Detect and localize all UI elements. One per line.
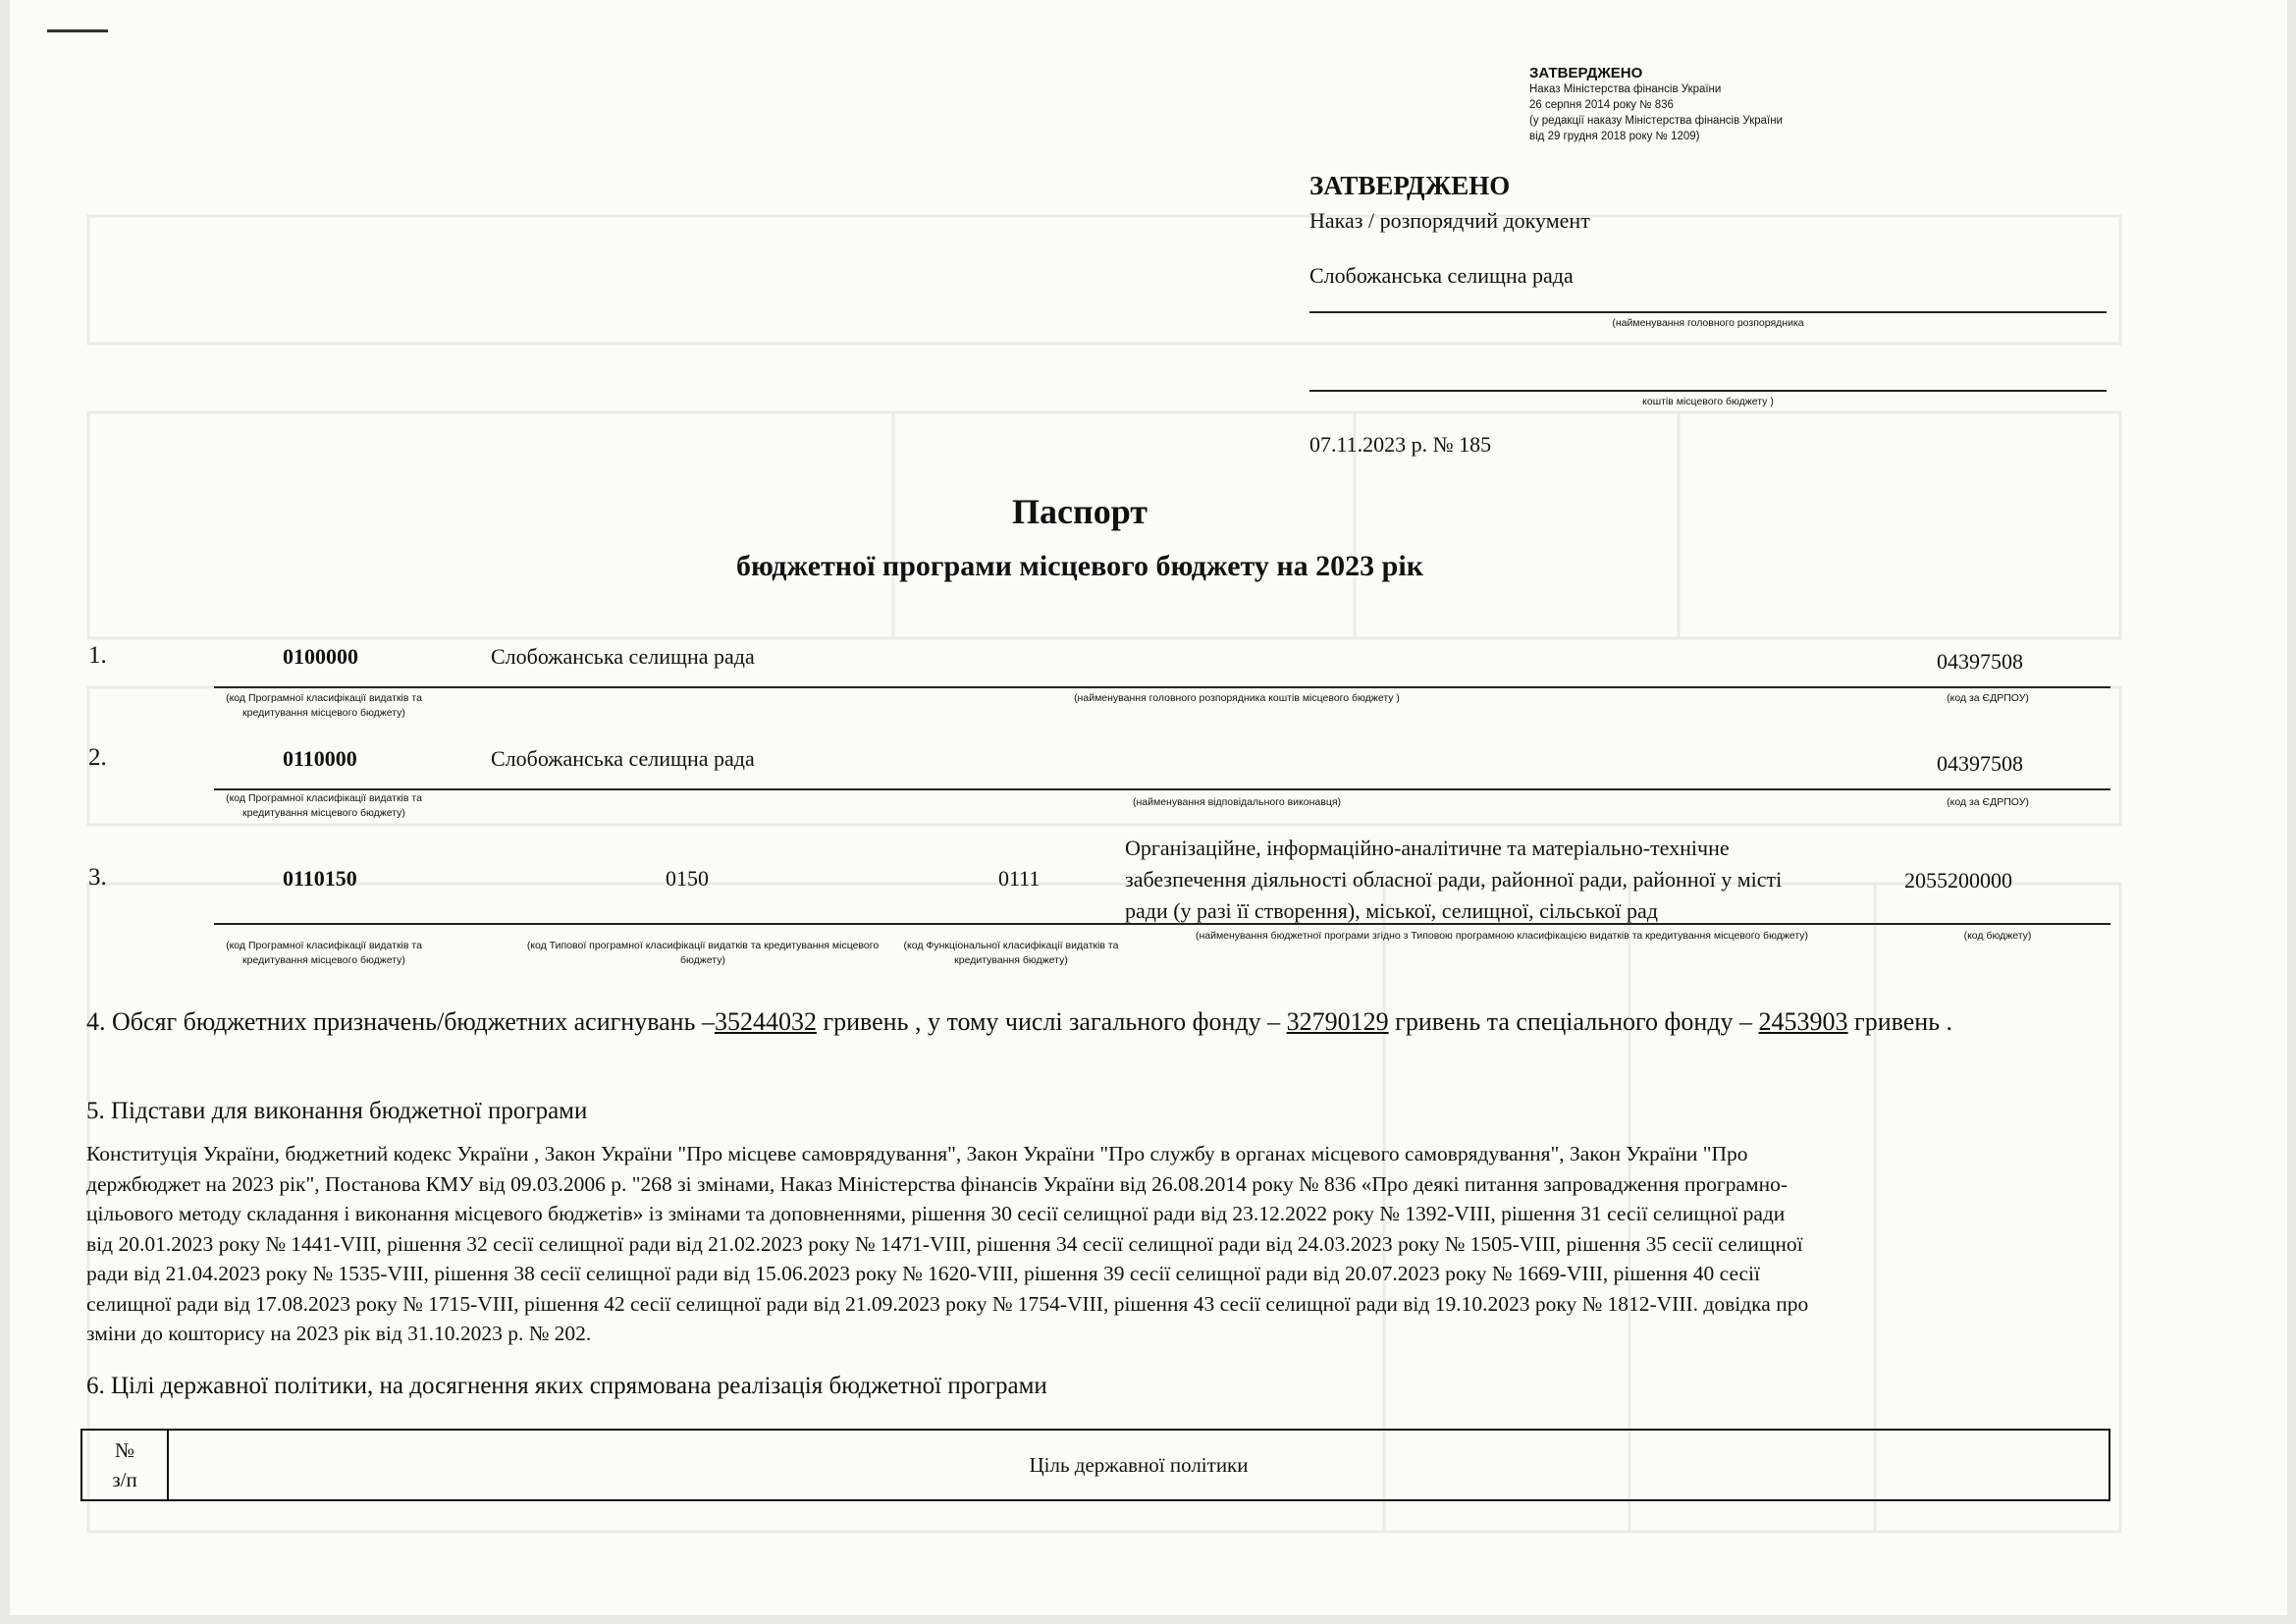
approval-stamp-line: 26 серпня 2014 року № 836 (1529, 99, 1674, 111)
document-page (10, 0, 2287, 1615)
caption-program-name: (найменування бюджетної програми згідно з Типовою програмною класифікацією видатків та кредитування місцевого бюджету) (1195, 930, 1809, 942)
approval-stamp-line: від 29 грудня 2018 року № 1209) (1529, 131, 1700, 142)
caption-main-manager: (найменування головного розпорядника коштів місцевого бюджету ) (1074, 692, 1400, 704)
special-fund-amount: 2453903 (1758, 1007, 1848, 1036)
budget-total-amount: 35244032 (714, 1007, 817, 1036)
basis-line: від 20.01.2023 року № 1441-VIII, рішення 32 сесії селищної ради від 21.02.2023 року № 1471-VIII, рішення 34 сесії селищної ради від 24.03.2023 року № 1505-VIII, рішення 35 сесії селищної (86, 1231, 1803, 1256)
section-4-budget-volume (86, 1005, 2110, 1039)
approval-org-name: Слобожанська селищна рада (1309, 263, 1574, 288)
caption-program-code: (код Програмної класифікації видатків та кредитування місцевого бюджету) (226, 692, 422, 719)
approval-stamp-title: ЗАТВЕРДЖЕНО (1529, 65, 1643, 81)
row-line (214, 923, 2110, 925)
caption-program-code: (код Програмної класифікації видатків та кредитування місцевого бюджету) (226, 792, 422, 819)
program-name-line: ради (у разі її створення), міської, селищної, сільської рад (1125, 898, 1658, 923)
approval-org-line (1309, 311, 2107, 313)
row-line (214, 788, 2110, 790)
row-number: 3. (88, 864, 107, 891)
edrpou-code: 04397508 (1937, 751, 2023, 776)
program-code: 0100000 (283, 644, 358, 669)
program-name-line: Організаційне, інформаційно-аналітичне та матеріально-технічне (1125, 836, 1730, 860)
approval-org-line (1309, 390, 2107, 392)
goals-table (80, 1429, 2110, 1501)
table-header-row (81, 1430, 2109, 1500)
document-title: Паспорт (1012, 492, 1148, 531)
column-header-number-line: № (114, 1438, 135, 1462)
approval-caption: (найменування головного розпорядника (1612, 317, 1804, 329)
main-manager-name: Слобожанська селищна рада (491, 644, 755, 669)
section-6-heading: 6. Цілі державної політики, на досягнення яких спрямована реалізація бюджетної програми (86, 1373, 1047, 1399)
basis-line: зміни до кошторису на 2023 рік від 31.10.2023 р. № 202. (86, 1322, 592, 1345)
approval-title: ЗАТВЕРДЖЕНО (1309, 171, 1511, 200)
approval-caption: коштів місцевого бюджету ) (1642, 396, 1774, 407)
caption-responsible-executor: (найменування відповідального виконавця) (1132, 796, 1342, 808)
basis-line: ради від 21.04.2023 року № 1535-VIII, рішення 38 сесії селищної ради від 15.06.2023 року № 1620-VIII, рішення 39 сесії селищної ради від 20.07.2023 року № 1669-VIII, рішення 40 сесії (86, 1262, 1761, 1285)
row-number: 1. (88, 642, 107, 669)
caption-functional-code: (код Функціональної класифікації видатків та кредитування бюджету) (903, 940, 1119, 966)
budget-text: 4. Обсяг бюджетних призначень/бюджетних асигнувань – (86, 1007, 715, 1036)
program-name-line: забезпечення діяльності обласної ради, районної ради, районної у місті (1125, 867, 1783, 892)
responsible-executor-name: Слобожанська селищна рада (491, 746, 755, 771)
budget-text: гривень . (1847, 1007, 1953, 1036)
basis-line: Конституція України, бюджетний кодекс України , Закон України "Про місцеве самоврядування", Закон України "Про службу в органах місцевого самоврядування", Закон України "Про (86, 1142, 1748, 1165)
approval-stamp-line: Наказ Міністерства фінансів України (1529, 83, 1722, 95)
budget-code: 2055200000 (1904, 868, 2012, 893)
basis-line: селищної ради від 17.08.2023 року № 1715-VIII, рішення 42 сесії селищної ради від 21.09.2023 року № 1754-VIII, рішення 43 сесії селищної ради від 19.10.2023 року № 1812-VIII. довідка про (86, 1291, 1809, 1316)
document-subtitle: бюджетної програми місцевого бюджету на 2023 рік (736, 550, 1423, 582)
approval-doc-label: Наказ / розпорядчий документ (1309, 208, 1590, 233)
typical-program-code: 0150 (666, 866, 709, 891)
approval-stamp (1529, 65, 1783, 144)
program-code: 0110000 (283, 746, 357, 771)
section-5-basis-text (86, 1139, 2128, 1349)
section-5-heading: 5. Підстави для виконання бюджетної програми (86, 1098, 588, 1124)
general-fund-amount: 32790129 (1286, 1007, 1389, 1036)
budget-text: гривень , у тому числі загального фонду – (816, 1007, 1287, 1036)
approval-stamp-line: (у редакції наказу Міністерства фінансів України (1529, 115, 1783, 127)
basis-line: держбюджет на 2023 рік", Постанова КМУ від 09.03.2006 р. "268 зі змінами, Наказ Міністерства фінансів України від 26.08.2014 року № 836 «Про деякі питання запровадження програмно- (86, 1171, 1789, 1196)
caption-edrpou: (код за ЄДРПОУ) (1947, 796, 2029, 808)
caption-edrpou: (код за ЄДРПОУ) (1947, 692, 2029, 704)
row-number: 2. (88, 744, 107, 771)
program-code: 0110150 (283, 866, 357, 891)
scan-mark (47, 29, 108, 32)
basis-line: цільового методу складання і виконання місцевого бюджетів» із змінами та доповненнями, рішення 30 сесії селищної ради від 23.12.2022 року № 1392-VIII, рішення 31 сесії селищної ради (86, 1202, 1786, 1225)
approval-date-number: 07.11.2023 р. № 185 (1309, 432, 1492, 457)
functional-code: 0111 (998, 866, 1041, 891)
column-header-number (81, 1430, 168, 1500)
caption-budget-code: (код бюджету) (1963, 930, 2032, 942)
caption-program-code: (код Програмної класифікації видатків та кредитування місцевого бюджету) (226, 940, 422, 966)
budget-text: гривень та спеціального фонду – (1388, 1007, 1753, 1036)
caption-typical-code: (код Типової програмної класифікації видатків та кредитування місцевого бюджету) (526, 940, 880, 966)
column-header-goal: Ціль державної політики (168, 1430, 2109, 1500)
program-name (1125, 833, 1910, 927)
column-header-number-line: з/п (112, 1468, 137, 1491)
row-line (214, 686, 2110, 688)
edrpou-code: 04397508 (1937, 649, 2023, 674)
